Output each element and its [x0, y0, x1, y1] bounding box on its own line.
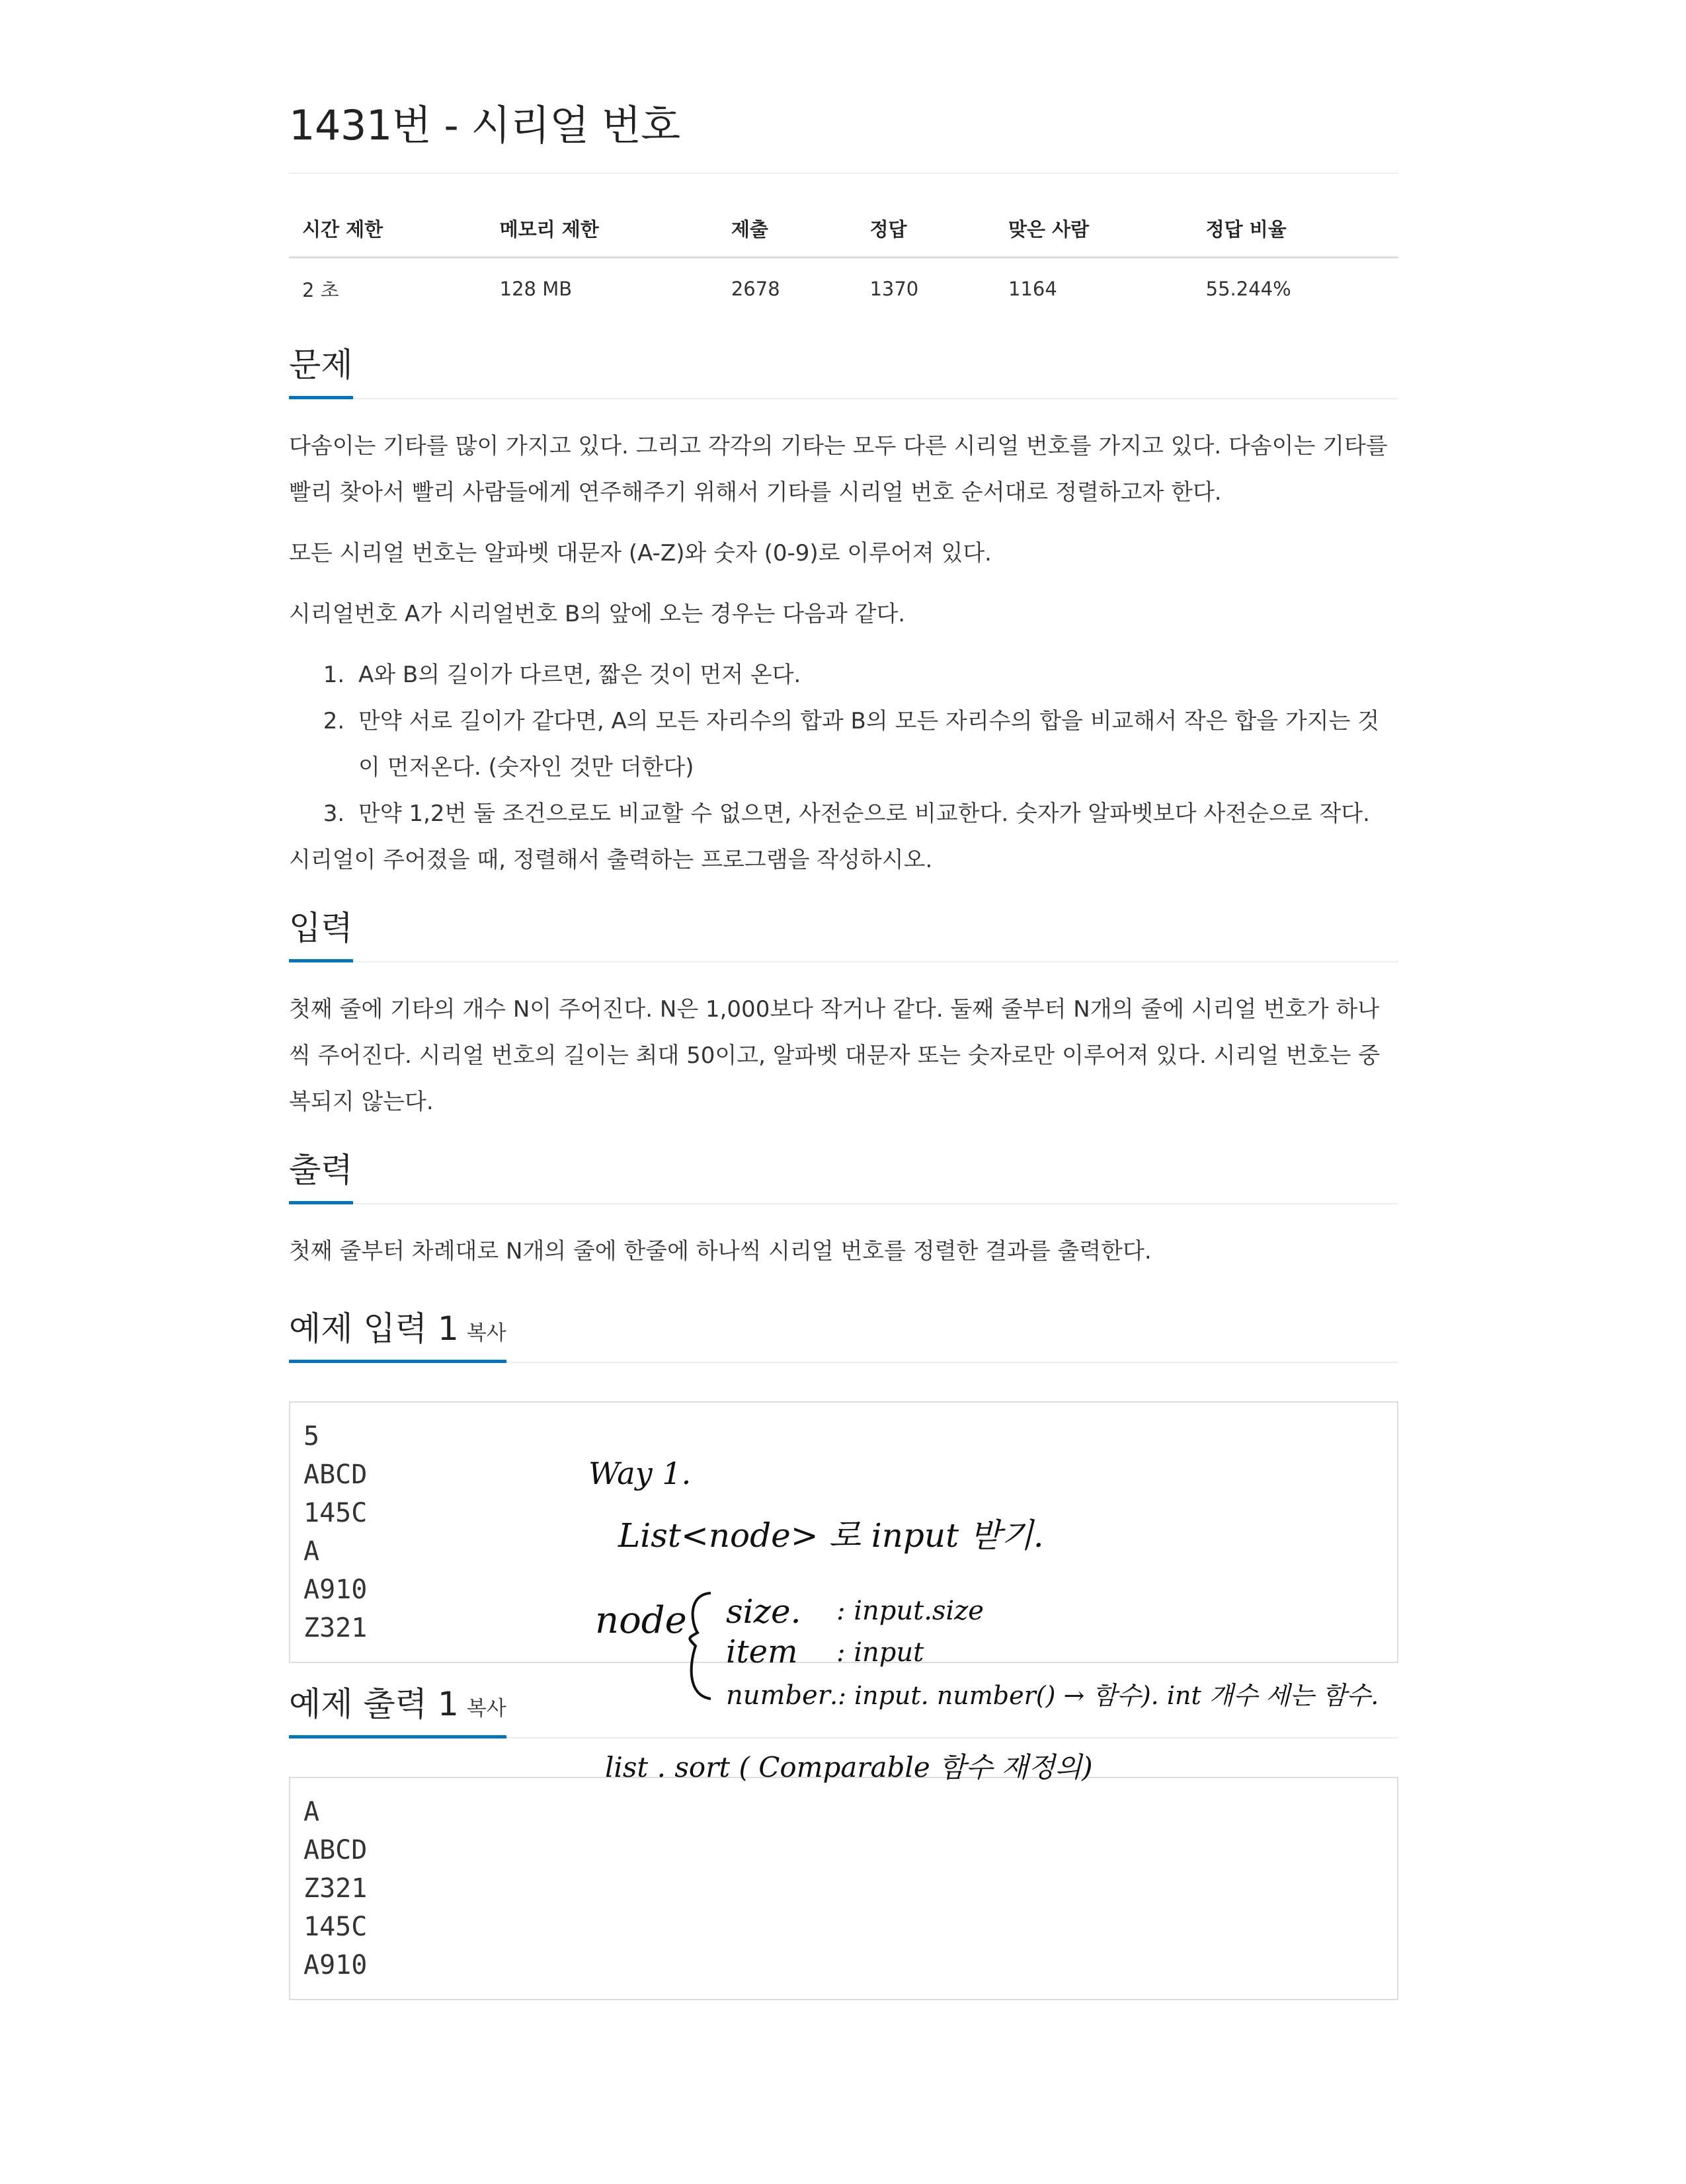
sample-input-heading	[289, 1307, 506, 1363]
header-accepted: 정답	[856, 200, 995, 258]
sample-input-header	[289, 1307, 1398, 1363]
sample-output-box[interactable]: A ABCD Z321 145C A910	[289, 1777, 1398, 2000]
output-description	[289, 1228, 1398, 1274]
rule-item: 1. A와 B의 길이가 다르면, 짧은 것이 먼저 온다.	[352, 652, 1398, 698]
input-paragraph: 첫째 줄에 기타의 개수 N이 주어진다. N은 1,000보다 작거나 같다. 둘째 줄부터 N개의 줄에 시리얼 번호가 하나씩 주어진다. 시리얼 번호의 길이는 최대 50이고, 알파벳 대문자 또는 숫자로만 이루어져 있다. 시리얼 번호는 중복되지 않는다.	[289, 995, 1381, 1115]
value-solved-users: 1164	[1008, 278, 1057, 301]
header-memory-limit: 메모리 제한	[487, 200, 718, 258]
section-divider	[289, 961, 1398, 962]
input-section-header	[289, 907, 1398, 962]
value-time-limit: 2 초	[302, 278, 339, 301]
note-sort: list . sort ( Comparable 함수 재정의)	[605, 1751, 1093, 1783]
section-divider	[289, 1203, 1398, 1204]
sample-output-header	[289, 1683, 1398, 1738]
sample-input-title: 예제 입력 1	[289, 1309, 459, 1348]
value-accept-ratio: 55.244%	[1205, 278, 1291, 301]
ordering-rules-list	[289, 652, 1398, 837]
input-description	[289, 986, 1398, 1125]
header-solved-users: 맞은 사람	[995, 200, 1193, 258]
header-time-limit: 시간 제한	[289, 200, 487, 258]
value-accepted: 1370	[869, 278, 919, 301]
note-size: size.	[726, 1592, 801, 1631]
problem-info-table	[289, 200, 1398, 320]
value-memory-limit: 128 MB	[499, 278, 573, 301]
header-submissions: 제출	[718, 200, 857, 258]
copy-button[interactable]: 복사	[466, 1321, 506, 1345]
header-accept-ratio: 정답 비율	[1193, 200, 1398, 258]
problem-paragraph: 모든 시리얼 번호는 알파벳 대문자 (A-Z)와 숫자 (0-9)로 이루어져 있다.	[289, 539, 992, 566]
info-value-row	[289, 257, 1398, 320]
page-title: 1431번 - 시리얼 번호	[289, 101, 680, 149]
note-node: node	[595, 1599, 687, 1642]
note-number: number	[726, 1680, 830, 1711]
note-item-value: : input	[836, 1637, 924, 1668]
note-item: item	[726, 1633, 798, 1670]
value-submissions[interactable]: 2678	[731, 278, 780, 301]
note-size-value: : input.size	[836, 1596, 984, 1626]
problem-content	[289, 99, 1398, 2000]
sample-output-title: 예제 출력 1	[289, 1684, 459, 1723]
problem-paragraph: 시리얼이 주어졌을 때, 정렬해서 출력하는 프로그램을 작성하시오.	[289, 846, 933, 873]
info-header-row	[289, 200, 1398, 258]
note-number-value: .: input. number() → 함수). int 개수 세는 함수.	[830, 1681, 1379, 1710]
input-heading: 입력	[289, 907, 353, 962]
rule-item: 2. 만약 서로 길이가 같다면, A의 모든 자리수의 합과 B의 모든 자리수의 합을 비교해서 작은 합을 가지는 것이 먼저온다. (숫자인 것만 더한다)	[352, 698, 1398, 791]
section-divider	[289, 398, 1398, 399]
note-way: Way 1.	[588, 1456, 692, 1491]
problem-paragraph: 다솜이는 기타를 많이 가지고 있다. 그리고 각각의 기타는 모두 다른 시리얼 번호를 가지고 있다. 다솜이는 기타를 빨리 찾아서 빨리 사람들에게 연주해주기 위해서 기타를 시리얼 번호 순서대로 정렬하고자 한다.	[289, 432, 1388, 506]
note-list-input: List<node> 로 input 받기.	[618, 1516, 1044, 1555]
problem-heading: 문제	[289, 344, 353, 399]
problem-paragraph: 시리얼번호 A가 시리얼번호 B의 앞에 오는 경우는 다음과 같다.	[289, 600, 906, 627]
output-heading: 출력	[289, 1149, 353, 1204]
output-section-header	[289, 1149, 1398, 1204]
sample-output-heading	[289, 1683, 506, 1738]
problem-section-header	[289, 344, 1398, 399]
copy-button[interactable]: 복사	[466, 1696, 506, 1721]
title-divider	[289, 173, 1398, 174]
output-paragraph: 첫째 줄부터 차례대로 N개의 줄에 한줄에 하나씩 시리얼 번호를 정렬한 결과를 출력한다.	[289, 1237, 1152, 1265]
sample-input-box[interactable]: 5 ABCD 145C A A910 Z321	[289, 1401, 1398, 1663]
rule-item: 3. 만약 1,2번 둘 조건으로도 비교할 수 없으면, 사전순으로 비교한다. 숫자가 알파벳보다 사전순으로 작다.	[352, 791, 1398, 837]
problem-description	[289, 423, 1398, 883]
